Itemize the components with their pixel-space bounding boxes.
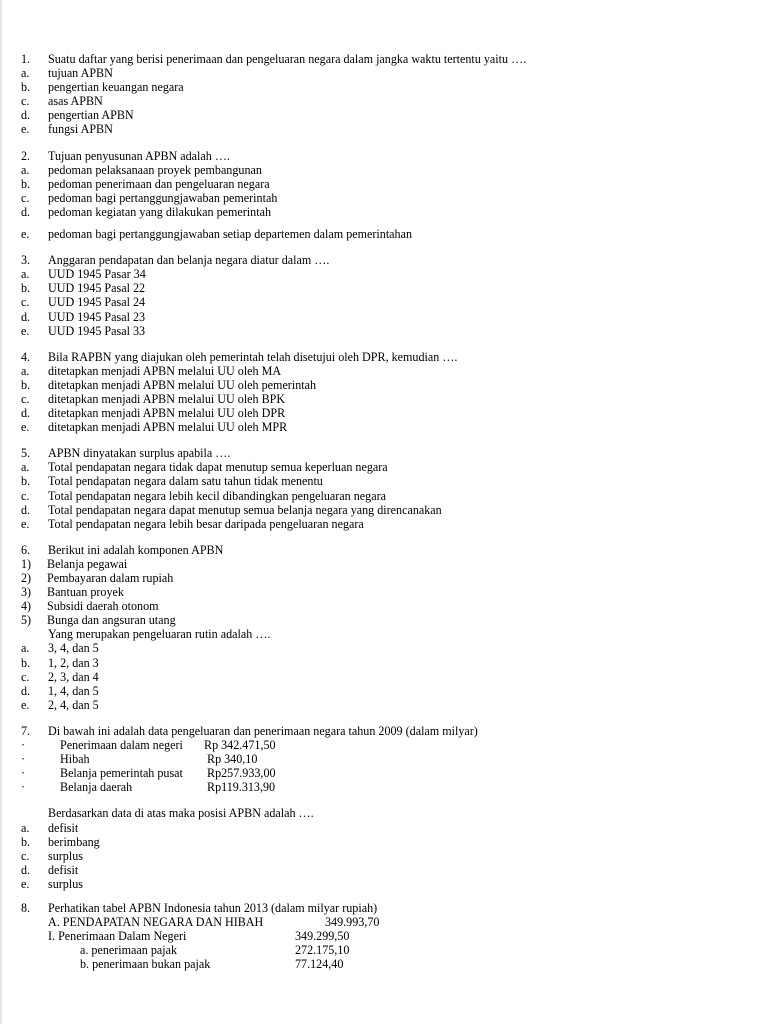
answer-option-text: UUD 1945 Pasal 23 (48, 309, 146, 324)
component-item-label: 1) (21, 556, 32, 571)
answer-option-label: b. (21, 281, 31, 296)
answer-option (21, 66, 741, 80)
answer-option (21, 489, 741, 503)
answer-option (21, 295, 741, 309)
answer-option (21, 191, 741, 205)
answer-option-text: UUD 1945 Pasar 34 (48, 267, 146, 282)
answer-option (21, 310, 741, 324)
data-item-value: Rp 342.471,50 (204, 738, 276, 753)
data-item-value: Rp 340,10 (207, 752, 258, 767)
apbn-item-value: 77.124,40 (295, 957, 344, 972)
answer-option (21, 656, 741, 670)
question-4 (21, 350, 741, 364)
component-item (21, 571, 741, 585)
answer-option-label: d. (21, 406, 31, 421)
answer-option (21, 392, 741, 406)
answer-option-text: ditetapkan menjadi APBN melalui UU oleh BPK (48, 391, 286, 406)
answer-option (21, 517, 741, 531)
answer-option-text: ditetapkan menjadi APBN melalui UU oleh pemerintah (48, 377, 317, 392)
question-2 (21, 149, 741, 163)
answer-option-text: pedoman kegiatan yang dilakukan pemerintah (48, 204, 271, 219)
answer-option-text: pengertian APBN (48, 108, 134, 123)
answer-option (21, 670, 741, 684)
answer-option-text: pedoman bagi pertanggungjawaban pemerintah (48, 190, 278, 205)
component-item (21, 599, 741, 613)
answer-option-text: berimbang (48, 834, 100, 849)
answer-option-label: a. (21, 641, 30, 656)
question-8-text: Perhatikan tabel APBN Indonesia tahun 2013 (dalam milyar rupiah) (48, 900, 378, 915)
question-6-label: 6. (21, 542, 31, 557)
apbn-row (21, 915, 741, 929)
answer-option-label: b. (21, 377, 31, 392)
answer-option-label: a. (21, 363, 30, 378)
bullet-mark: · (21, 780, 26, 795)
component-item-text: Bantuan proyek (47, 585, 124, 600)
answer-option-text: 2, 3, dan 4 (48, 669, 99, 684)
answer-option-text: surplus (48, 848, 83, 863)
answer-option-label: c. (21, 190, 30, 205)
question-6 (21, 543, 741, 557)
answer-option-text: Total pendapatan negara lebih kecil dibandingkan pengeluaran negara (48, 488, 386, 503)
apbn-item-name: I. Penerimaan Dalam Negeri (48, 929, 187, 944)
answer-option-label: a. (21, 820, 30, 835)
question-2-text: Tujuan penyusunan APBN adalah …. (48, 148, 230, 163)
apbn-item-value: 272.175,10 (295, 943, 350, 958)
page-edge (0, 0, 2, 1024)
answer-option-label: d. (21, 683, 31, 698)
question-8-label: 8. (21, 900, 31, 915)
answer-option (21, 684, 741, 698)
answer-option-label: b. (21, 80, 31, 95)
answer-option (21, 267, 741, 281)
data-item-name: Belanja pemerintah pusat (60, 766, 183, 781)
answer-option-label: e. (21, 122, 30, 137)
answer-option-text: UUD 1945 Pasal 22 (48, 281, 146, 296)
answer-option (21, 177, 741, 191)
answer-option-text: 1, 2, dan 3 (48, 655, 99, 670)
answer-option-label: d. (21, 309, 31, 324)
question-3-label: 3. (21, 253, 31, 268)
answer-option-label: c. (21, 848, 30, 863)
answer-option-label: a. (21, 267, 30, 282)
answer-option-label: c. (21, 94, 30, 109)
apbn-item-value: 349.993,70 (325, 915, 380, 930)
question-4-text: Bila RAPBN yang diajukan oleh pemerintah telah disetujui oleh DPR, kemudian …. (48, 349, 458, 364)
answer-option (21, 108, 741, 122)
answer-option (21, 406, 741, 420)
answer-option (21, 378, 741, 392)
answer-option-label: b. (21, 176, 31, 191)
answer-option-label: d. (21, 108, 31, 123)
answer-option-label: e. (21, 323, 30, 338)
answer-option (21, 863, 741, 877)
answer-option-label: d. (21, 502, 31, 517)
component-item-label: 4) (21, 599, 32, 614)
component-item (21, 557, 741, 571)
component-item-label: 5) (21, 613, 32, 628)
answer-option-label: e. (21, 516, 30, 531)
answer-option-text: ditetapkan menjadi APBN melalui UU oleh MPR (48, 420, 288, 435)
answer-option (21, 94, 741, 108)
bullet-mark: · (21, 738, 26, 753)
question-list (21, 52, 741, 971)
question-3-text: Anggaran pendapatan dan belanja negara diatur dalam …. (48, 253, 330, 268)
question-2-label: 2. (21, 148, 31, 163)
answer-option-text: ditetapkan menjadi APBN melalui UU oleh DPR (48, 406, 286, 421)
answer-option-label: a. (21, 162, 30, 177)
answer-option-text: pedoman pelaksanaan proyek pembangunan (48, 162, 262, 177)
answer-option (21, 877, 741, 891)
data-item-name: Belanja daerah (60, 780, 133, 795)
answer-option-text: tujuan APBN (48, 66, 113, 81)
answer-option (21, 163, 741, 177)
question-5-text: APBN dinyatakan surplus apabila …. (48, 446, 231, 461)
answer-option-label: d. (21, 204, 31, 219)
component-item-text: Pembayaran dalam rupiah (47, 571, 174, 585)
question-1-text: Suatu daftar yang berisi penerimaan dan pengeluaran negara dalam jangka waktu tertentu yaitu …. (48, 52, 527, 66)
question-7-text: Di bawah ini adalah data pengeluaran dan penerimaan negara tahun 2009 (dalam milyar) (48, 723, 478, 738)
answer-option (21, 698, 741, 712)
bullet-mark: · (21, 752, 26, 767)
answer-option-text: Total pendapatan negara lebih besar daripada pengeluaran negara (48, 516, 364, 531)
question-5-label: 5. (21, 446, 31, 461)
answer-option-text: defisit (48, 820, 79, 835)
answer-option-text: Total pendapatan negara dapat menutup semua belanja negara yang direncanakan (48, 502, 442, 517)
apbn-row (21, 943, 741, 957)
component-item-label: 2) (21, 571, 32, 585)
question-5 (21, 446, 741, 460)
answer-option (21, 205, 741, 219)
answer-option-label: a. (21, 460, 30, 475)
answer-option-text: 3, 4, dan 5 (48, 641, 99, 656)
answer-option-label: c. (21, 295, 30, 310)
question-3 (21, 253, 741, 267)
answer-option-label: c. (21, 391, 30, 406)
question-6-text: Berikut ini adalah komponen APBN (48, 542, 224, 557)
answer-option-text: fungsi APBN (48, 122, 113, 137)
question-prompt (21, 806, 741, 820)
question-prompt (21, 627, 741, 641)
data-row (21, 766, 741, 780)
answer-option-label: b. (21, 834, 31, 849)
question-7 (21, 724, 741, 738)
apbn-item-name: a. penerimaan pajak (80, 943, 178, 958)
apbn-row (21, 929, 741, 943)
bullet-mark: · (21, 766, 26, 781)
question-1-label: 1. (21, 52, 31, 66)
question-4-label: 4. (21, 349, 31, 364)
data-item-value: Rp119.313,90 (207, 780, 276, 795)
answer-option-label: b. (21, 655, 31, 670)
question-prompt-text: Yang merupakan pengeluaran rutin adalah …. (48, 627, 271, 642)
answer-option-text: UUD 1945 Pasal 24 (48, 295, 146, 310)
question-prompt-text: Berdasarkan data di atas maka posisi APBN adalah …. (48, 806, 314, 821)
question-7-label: 7. (21, 723, 31, 738)
answer-option (21, 364, 741, 378)
component-item-text: Belanja pegawai (47, 556, 128, 571)
answer-option (21, 641, 741, 655)
data-row (21, 738, 741, 752)
data-item-name: Hibah (60, 752, 90, 767)
component-item-text: Subsidi daerah otonom (47, 599, 159, 614)
answer-option-text: UUD 1945 Pasal 33 (48, 323, 146, 338)
answer-option-text: asas APBN (48, 94, 103, 109)
answer-option-label: b. (21, 474, 31, 489)
apbn-item-name: A. PENDAPATAN NEGARA DAN HIBAH (48, 915, 264, 930)
answer-option-label: e. (21, 876, 30, 891)
answer-option-text: pedoman penerimaan dan pengeluaran negara (48, 176, 270, 191)
answer-option-label: c. (21, 488, 30, 503)
answer-option (21, 503, 741, 517)
answer-option-label: e. (21, 420, 30, 435)
answer-option-text: pedoman bagi pertanggungjawaban setiap departemen dalam pemerintahan (48, 227, 413, 242)
answer-option-label: d. (21, 862, 31, 877)
answer-option (21, 821, 741, 835)
answer-option (21, 420, 741, 434)
answer-option (21, 80, 741, 94)
answer-option (21, 849, 741, 863)
answer-option-text: defisit (48, 862, 79, 877)
component-item-label: 3) (21, 585, 32, 600)
answer-option-text: Total pendapatan negara tidak dapat menutup semua keperluan negara (48, 460, 388, 475)
answer-option (21, 835, 741, 849)
answer-option-text: Total pendapatan negara dalam satu tahun tidak menentu (48, 474, 323, 489)
answer-option-label: c. (21, 669, 30, 684)
answer-option-label: e. (21, 227, 30, 242)
apbn-item-name: b. penerimaan bukan pajak (80, 957, 211, 972)
component-item (21, 613, 741, 627)
component-item-text: Bunga dan angsuran utang (47, 613, 176, 628)
answer-option (21, 227, 741, 241)
apbn-row (21, 957, 741, 971)
data-row (21, 780, 741, 794)
apbn-item-value: 349.299,50 (295, 929, 350, 944)
answer-option (21, 324, 741, 338)
answer-option (21, 460, 741, 474)
question-1 (21, 52, 741, 66)
answer-option (21, 281, 741, 295)
answer-option-label: e. (21, 697, 30, 712)
data-item-value: Rp257.933,00 (207, 766, 276, 781)
component-item (21, 585, 741, 599)
answer-option-label: a. (21, 66, 30, 81)
data-row (21, 752, 741, 766)
answer-option (21, 474, 741, 488)
question-8 (21, 901, 741, 915)
answer-option (21, 122, 741, 136)
answer-option-text: 2, 4, dan 5 (48, 697, 99, 712)
answer-option-text: pengertian keuangan negara (48, 80, 184, 95)
data-item-name: Penerimaan dalam negeri (60, 738, 183, 753)
answer-option-text: ditetapkan menjadi APBN melalui UU oleh MA (48, 363, 282, 378)
answer-option-text: 1, 4, dan 5 (48, 683, 99, 698)
answer-option-text: surplus (48, 876, 83, 891)
